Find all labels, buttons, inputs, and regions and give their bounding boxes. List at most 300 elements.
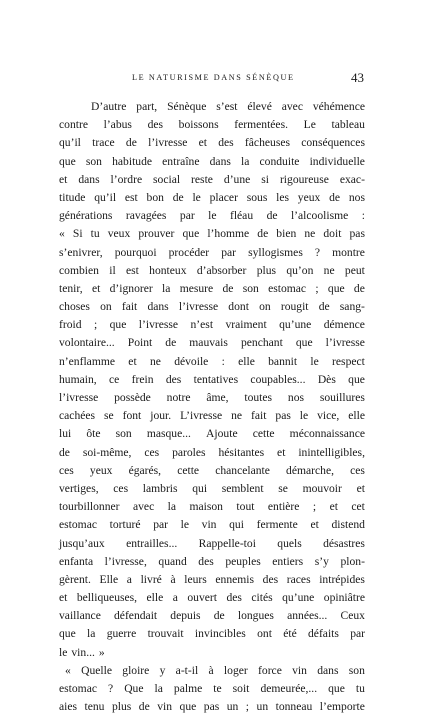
word: y (159, 663, 166, 677)
word: aies (59, 700, 78, 714)
word: : (361, 209, 365, 223)
word: l’alcoolisme (290, 209, 349, 223)
text-line (59, 698, 365, 716)
word: que (182, 227, 200, 241)
text-line (59, 207, 365, 225)
word: tableau (331, 118, 365, 132)
word: cette (252, 427, 275, 441)
word: ce (109, 372, 120, 386)
word: Point (127, 336, 153, 350)
word: coupables... (250, 372, 306, 386)
word: dans (209, 154, 231, 168)
word: placer (209, 190, 238, 204)
word: estomac (59, 518, 97, 532)
word: ; (312, 500, 317, 514)
word: son (348, 663, 365, 677)
word: démarche, (286, 463, 334, 477)
word: mouvoir (302, 481, 342, 495)
word: plon- (340, 554, 365, 568)
word: vertiges, (59, 481, 99, 495)
word: jusqu’aux (59, 536, 105, 550)
word: s’enivrer, (59, 245, 103, 259)
word: avec (132, 500, 155, 514)
page-number: 43 (351, 70, 364, 85)
word: tourbillonner (59, 500, 120, 514)
text-line (59, 153, 365, 171)
text-line (59, 134, 365, 152)
word: que (295, 336, 313, 350)
word: individuelle (309, 154, 365, 168)
text-line (59, 98, 365, 116)
text-line (59, 444, 365, 462)
word: opiniâtre (323, 591, 365, 605)
word: honteux (149, 263, 187, 277)
word: masque... (146, 427, 191, 441)
word: de (222, 281, 234, 295)
word: font (122, 409, 142, 423)
word: yeux (89, 463, 113, 477)
word: de (172, 190, 184, 204)
word: tonneau (275, 700, 313, 714)
word: ; (93, 318, 98, 332)
word: un (226, 700, 239, 714)
word: ces (113, 481, 129, 495)
word: s’est (216, 100, 238, 113)
word: et (356, 481, 365, 495)
word: plus (256, 263, 277, 277)
word: Que (124, 682, 144, 695)
word: qu’il (59, 136, 81, 150)
word: invincibles (194, 627, 246, 641)
word: Le (303, 118, 316, 132)
word: soi-même, (82, 445, 132, 459)
word: loger (223, 663, 248, 677)
word: peut (344, 263, 365, 277)
word: de (257, 227, 269, 241)
word: trouvait (147, 627, 184, 641)
word: de (213, 609, 225, 623)
word: part, (136, 100, 158, 113)
text-line (59, 425, 365, 443)
word: le (180, 518, 190, 532)
text-line (59, 662, 365, 680)
word: possède (114, 391, 151, 404)
word: l’emporte (319, 700, 365, 714)
word: l’ivresse, (104, 554, 147, 568)
text-line (59, 116, 365, 134)
word: des (262, 572, 279, 586)
word: ravagées (125, 209, 167, 223)
word: vaillance (59, 609, 101, 623)
word: peuples (225, 554, 261, 568)
word: pas (349, 227, 365, 241)
text-line (59, 589, 365, 607)
word: habitude (112, 154, 153, 168)
word: et (59, 591, 68, 605)
word: l’ivresse (59, 391, 99, 404)
word: torturé (109, 518, 141, 532)
word: choses (59, 300, 90, 314)
word: elle (146, 591, 164, 605)
text-line (59, 189, 365, 207)
word: l’ivresse (178, 300, 219, 314)
word: qu’une (279, 318, 312, 332)
word: que (328, 682, 345, 695)
word: années... (287, 609, 328, 623)
word: volontaire... (59, 336, 115, 350)
word: n’est (190, 318, 214, 332)
word: trace (92, 136, 115, 150)
word: ? (108, 682, 114, 695)
text-line (59, 480, 365, 498)
word: son (242, 281, 259, 295)
word: d’absorber (196, 263, 247, 277)
word: livré (140, 572, 162, 586)
word: s’y (314, 554, 329, 568)
word: générations (59, 209, 113, 223)
word: fâcheuses (244, 136, 290, 150)
text-line (59, 625, 365, 643)
word: Elle (99, 572, 119, 586)
word: si (261, 172, 269, 186)
word: les (276, 190, 290, 204)
text-line (59, 316, 365, 334)
word: yeux (297, 190, 321, 204)
text-line (59, 171, 365, 189)
word: vin (201, 518, 217, 532)
text-line (59, 225, 365, 243)
word: ? (314, 245, 321, 259)
word: de (59, 445, 70, 459)
word: par (179, 209, 195, 223)
word: entière (267, 500, 300, 514)
word: pas (203, 700, 220, 714)
word: cette (177, 463, 200, 477)
word: pas (275, 409, 291, 423)
word: d’une (223, 172, 251, 186)
word: qui (192, 481, 208, 495)
text-line (59, 353, 365, 371)
word: avec (281, 100, 303, 113)
word: belliqueuses, (76, 591, 138, 605)
word: tu (90, 227, 100, 241)
word: le (310, 354, 319, 368)
word: et (91, 281, 101, 295)
word: l’ordre (110, 172, 143, 186)
word: inintelligibles, (298, 445, 365, 459)
word: fermentées. (234, 118, 288, 132)
word: démence (323, 318, 365, 332)
word: souillures (319, 391, 365, 404)
word: lambris (142, 481, 178, 495)
word: maison (189, 500, 223, 514)
word: jour. (150, 409, 172, 423)
word: et (329, 500, 338, 514)
word: qu’on (286, 263, 314, 277)
word: toutes (244, 391, 273, 404)
word: et (277, 445, 286, 459)
word: « (65, 663, 71, 677)
word: égarés, (128, 463, 162, 477)
word: par (153, 518, 168, 532)
word: races (286, 572, 311, 586)
word: social (153, 172, 181, 186)
word: nos (287, 391, 304, 404)
word: que (59, 154, 76, 168)
word: Dès (317, 372, 336, 386)
word: tenu (84, 700, 105, 714)
word: fait (121, 300, 138, 314)
body-text (59, 98, 365, 716)
word: qu’une (282, 591, 315, 605)
word: qu’il (94, 190, 117, 204)
word: élevé (247, 100, 272, 113)
word: mauvais (189, 336, 228, 350)
word: guerre (106, 627, 137, 641)
word: des (198, 554, 214, 568)
word: d’ignorer (109, 281, 153, 295)
word: vice, (317, 409, 340, 423)
word: son (85, 154, 102, 168)
word: que (348, 372, 365, 386)
word: bannit (268, 354, 298, 368)
word: fléau (229, 209, 254, 223)
word: on (100, 300, 112, 314)
text-line (59, 498, 365, 516)
text-line (59, 371, 365, 389)
text-line (59, 553, 365, 571)
word: ces (350, 463, 365, 477)
word: l’abus (103, 118, 132, 132)
word: elle (348, 409, 365, 423)
word: la (241, 154, 250, 168)
word: par (350, 627, 365, 641)
word: Si (72, 227, 83, 241)
word: : (221, 354, 225, 368)
running-title: LE NATURISME DANS SÉNÈQUE (132, 73, 295, 82)
word: « (59, 227, 65, 241)
word: la (154, 682, 163, 695)
word: vin... (71, 645, 95, 659)
word: dont (228, 300, 249, 314)
word: ; (245, 700, 250, 714)
word: combien (59, 263, 99, 277)
text-line (59, 644, 365, 662)
word: estomac (268, 281, 307, 295)
word: défendait (114, 609, 158, 623)
word: dans (147, 300, 169, 314)
text-line (59, 516, 365, 534)
word: de (138, 700, 150, 714)
word: vin (292, 663, 307, 677)
word: contre (59, 118, 88, 132)
word: depuis (170, 609, 201, 623)
word: » (98, 645, 105, 659)
word: a (172, 591, 178, 605)
word: Ceux (340, 609, 365, 623)
word: doit (323, 227, 342, 241)
word: et (198, 136, 207, 150)
word: l’ivresse (138, 318, 179, 332)
word: demeurée,... (260, 682, 318, 695)
word: ont (257, 627, 272, 641)
word: que (59, 627, 76, 641)
word: vraiment (225, 318, 267, 332)
word: Ajoute (206, 427, 238, 441)
text-line (59, 298, 365, 316)
word: de (318, 300, 330, 314)
word: l’ivresse (148, 136, 188, 150)
word: de (353, 281, 365, 295)
word: exac- (339, 172, 365, 186)
word: ces (144, 445, 160, 459)
word: respect (332, 354, 365, 368)
word: fermente (256, 518, 298, 532)
word: de (266, 209, 278, 223)
word: montre (332, 245, 365, 259)
word: le (299, 409, 309, 423)
word: soit (232, 682, 250, 695)
word: n’enflamme (59, 354, 116, 368)
word: cet (351, 500, 365, 514)
word: de (329, 190, 341, 204)
word: à (170, 572, 176, 586)
text-line (59, 389, 365, 407)
word: vin (157, 700, 173, 714)
word: fait (251, 409, 267, 423)
word: Rappelle-toi (198, 536, 256, 550)
word: palme (173, 682, 203, 695)
word: des (218, 136, 234, 150)
word: ; (315, 281, 319, 295)
word: tu (355, 682, 365, 695)
word: on (259, 300, 271, 314)
word: la (162, 281, 171, 295)
word: sang- (339, 300, 365, 314)
text-line (59, 334, 365, 352)
word: tout (236, 500, 255, 514)
word: défaits (308, 627, 339, 641)
word: boissons (178, 118, 219, 132)
word: humain, (59, 372, 97, 386)
word: froid (59, 318, 82, 332)
word: distend (331, 518, 365, 532)
word: notre (166, 391, 191, 404)
word: quels (277, 536, 302, 550)
word: plus (111, 700, 132, 714)
word: intrépides (319, 572, 365, 586)
word: D’autre (91, 100, 127, 113)
text-line (59, 407, 365, 425)
word: et (59, 172, 68, 186)
word: Sénèque (167, 100, 207, 113)
word: l’ivresse (325, 336, 365, 350)
word: dans (78, 172, 100, 186)
word: syllogismes (248, 245, 303, 259)
word: cachées (59, 409, 96, 423)
word: prouver (138, 227, 175, 241)
word: la (167, 500, 177, 514)
text-line (59, 262, 365, 280)
text-line (59, 244, 365, 262)
word: des (147, 118, 164, 132)
word: penchant (240, 336, 283, 350)
word: dévoile (174, 354, 209, 368)
word: conséquences (301, 136, 365, 150)
word: sous (246, 190, 268, 204)
word: est (125, 263, 139, 277)
word: le (59, 645, 68, 659)
word: ces (59, 463, 74, 477)
word: des (226, 591, 242, 605)
word: semblent (221, 481, 264, 495)
word: tenir, (59, 281, 83, 295)
word: véhémence (312, 100, 365, 113)
word: ne (304, 227, 316, 241)
word: son (115, 427, 132, 441)
text-line (59, 607, 365, 625)
word: l’homme (207, 227, 250, 241)
word: désastres (323, 536, 365, 550)
word: ne (149, 354, 161, 368)
word: titude (59, 190, 86, 204)
word: que (109, 318, 127, 332)
word: ouvert (187, 591, 217, 605)
word: méconnaissance (289, 427, 365, 441)
word: gloire (122, 663, 150, 677)
word: pourquoi (114, 245, 157, 259)
word: le (192, 190, 201, 204)
word: est (124, 190, 138, 204)
word: le (208, 209, 217, 223)
word: qui (229, 518, 244, 532)
word: et (310, 518, 319, 532)
word: ne (231, 409, 243, 423)
word: veux (107, 227, 131, 241)
word: gèrent. (59, 572, 91, 586)
word: elle (238, 354, 255, 368)
text-line (59, 680, 365, 698)
word: tentatives (193, 372, 239, 386)
word: la (87, 627, 96, 641)
word: âme, (206, 391, 229, 404)
word: conduite (259, 154, 300, 168)
word: il (109, 263, 116, 277)
word: nos (348, 190, 365, 204)
word: ne (323, 263, 335, 277)
word: que (179, 700, 197, 714)
text-line (59, 462, 365, 480)
word: ennemis (215, 572, 255, 586)
word: a (126, 572, 132, 586)
word: rigoureuse (279, 172, 329, 186)
page-header (60, 70, 364, 88)
word: bon (146, 190, 164, 204)
word: cités (251, 591, 273, 605)
text-line (59, 571, 365, 589)
word: a-t-il (175, 663, 199, 677)
text-line (59, 535, 365, 553)
word: de (125, 136, 137, 150)
word: dans (317, 663, 339, 677)
word: se (103, 409, 114, 423)
word: ôte (86, 427, 101, 441)
word: paroles (172, 445, 206, 459)
word: quand (158, 554, 187, 568)
word: L’ivresse (180, 409, 223, 423)
word: procéder (168, 245, 210, 259)
word: estomac (59, 682, 97, 695)
